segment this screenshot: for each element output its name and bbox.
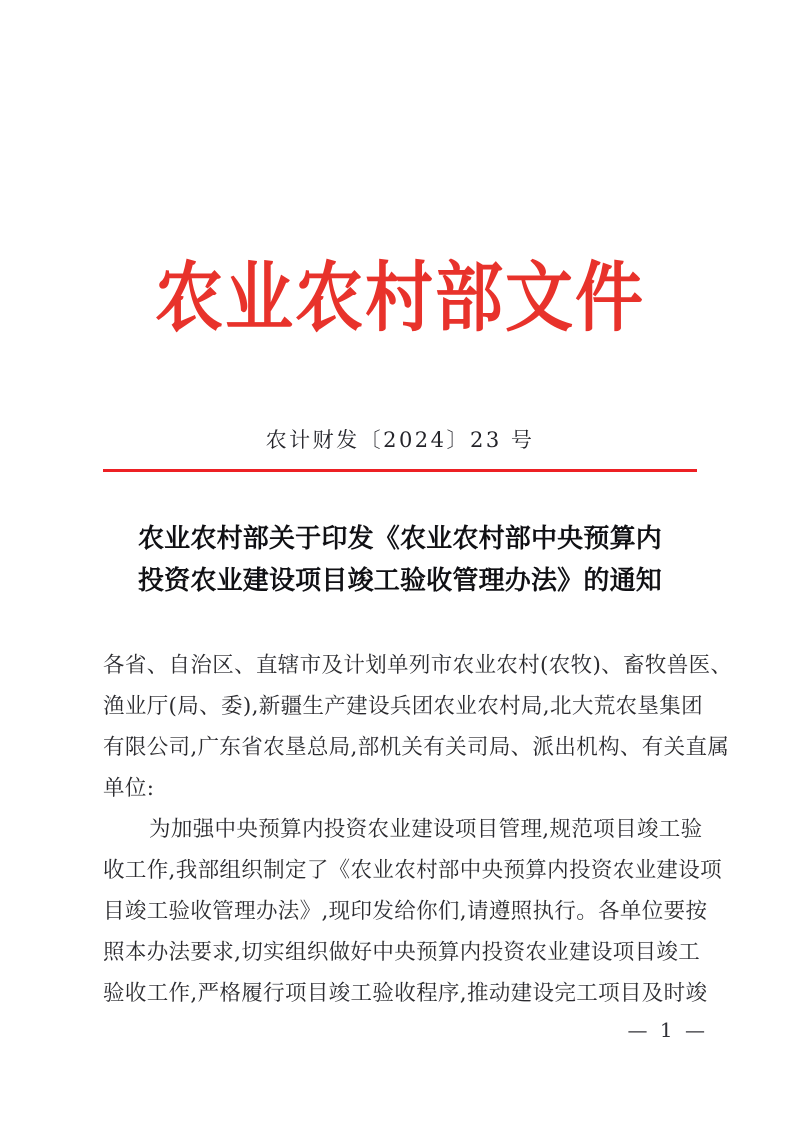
recipients-line-1: 各省、自治区、直辖市及计划单列市农业农村(农牧)、畜牧兽医、 — [103, 653, 733, 678]
document-serial-number: 农计财发〔2024〕23 号 — [265, 428, 535, 452]
recipients-line-3: 有限公司,广东省农垦总局,部机关有关司局、派出机构、有关直属 — [103, 735, 730, 760]
paragraph-line-2: 收工作,我部组织制定了《农业农村部中央预算内投资农业建设项 — [103, 858, 722, 883]
paragraph-line-5: 验收工作,严格履行项目竣工验收程序,推动建设完工项目及时竣 — [103, 981, 708, 1006]
paragraph-line-1: 为加强中央预算内投资农业建设项目管理,规范项目竣工验 — [149, 817, 703, 842]
page-number: — 1 — — [627, 1018, 708, 1042]
notice-title-line-2: 投资农业建设项目竣工验收管理办法》的通知 — [137, 566, 662, 596]
masthead-title: 农业农村部文件 — [154, 253, 645, 344]
notice-title-line-1: 农业农村部关于印发《农业农村部中央预算内 — [137, 524, 662, 554]
paragraph-line-4: 照本办法要求,切实组织做好中央预算内投资农业建设项目竣工 — [103, 940, 701, 965]
recipients-line-2: 渔业厅(局、委),新疆生产建设兵团农业农村局,北大荒农垦集团 — [103, 694, 703, 719]
masthead — [0, 253, 800, 344]
paragraph-line-3: 目竣工验收管理办法》,现印发给你们,请遵照执行。各单位要按 — [103, 899, 708, 924]
document-body — [103, 645, 733, 1014]
recipients-line-4: 单位: — [103, 776, 155, 801]
red-separator-rule — [103, 469, 697, 472]
notice-title — [103, 518, 697, 602]
doc-number-row — [0, 424, 800, 454]
